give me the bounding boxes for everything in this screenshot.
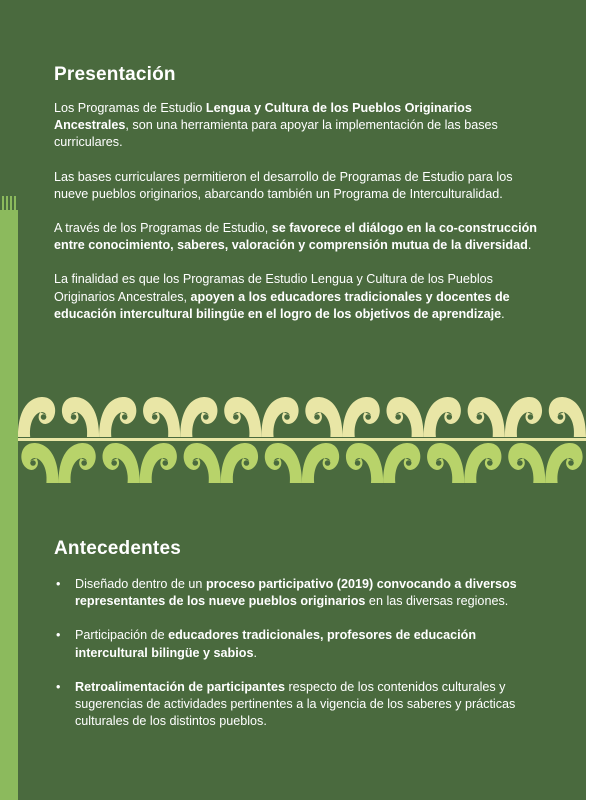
list-item [54,679,544,731]
paragraph: A través de los Programas de Estudio, se favorece el diálogo en la co-construcción entre conocimiento, saberes, valoración y comprensión mutua de la diversidad. [54,221,537,253]
side-accent-strip [0,210,18,800]
side-tick-marks [0,196,20,210]
presentacion-title: Presentación [54,64,176,85]
list-item [54,627,544,661]
paragraph: Las bases curriculares permitieron el desarrollo de Programas de Estudio para los nueve pueblos originarios, abarcando también un Programa de Interculturalidad. [54,169,513,201]
antecedentes-title: Antecedentes [54,538,181,559]
bullet-icon: • [56,628,61,643]
paragraph: La finalidad es que los Programas de Estudio Lengua y Cultura de los Pueblos Originarios Ancestrales, apoyen a los educadores tradicionales y docentes de educación intercultural bilingüe en el logro de los objetivos de aprendizaje. [54,272,510,321]
list-item-text: Diseñado dentro de un proceso participativo (2019) convocando a diversos representantes de los nueve pueblos originarios en las diversas regiones. [75,577,517,609]
list-item-text: Participación de educadores tradicionales, profesores de educación intercultural bilingüe y sabios. [75,628,477,660]
bullet-icon: • [56,577,61,591]
list-item-text: Retroalimentación de participantes respecto de los contenidos culturales y sugerencias de actividades pertinentes a la vigencia de los saberes y prácticas culturales de los distintos pueblos. [75,679,516,729]
bullet-icon: • [56,679,61,694]
paragraph: Los Programas de Estudio Lengua y Cultura de los Pueblos Originarios Ancestrales, son una herramienta para apoyar la implementación de las bases curriculares. [54,101,498,150]
antecedentes-list [54,576,544,730]
list-item [54,576,544,610]
presentacion-section [54,64,544,340]
antecedentes-section [54,538,544,747]
koru-spiral-pattern-band [18,395,586,487]
